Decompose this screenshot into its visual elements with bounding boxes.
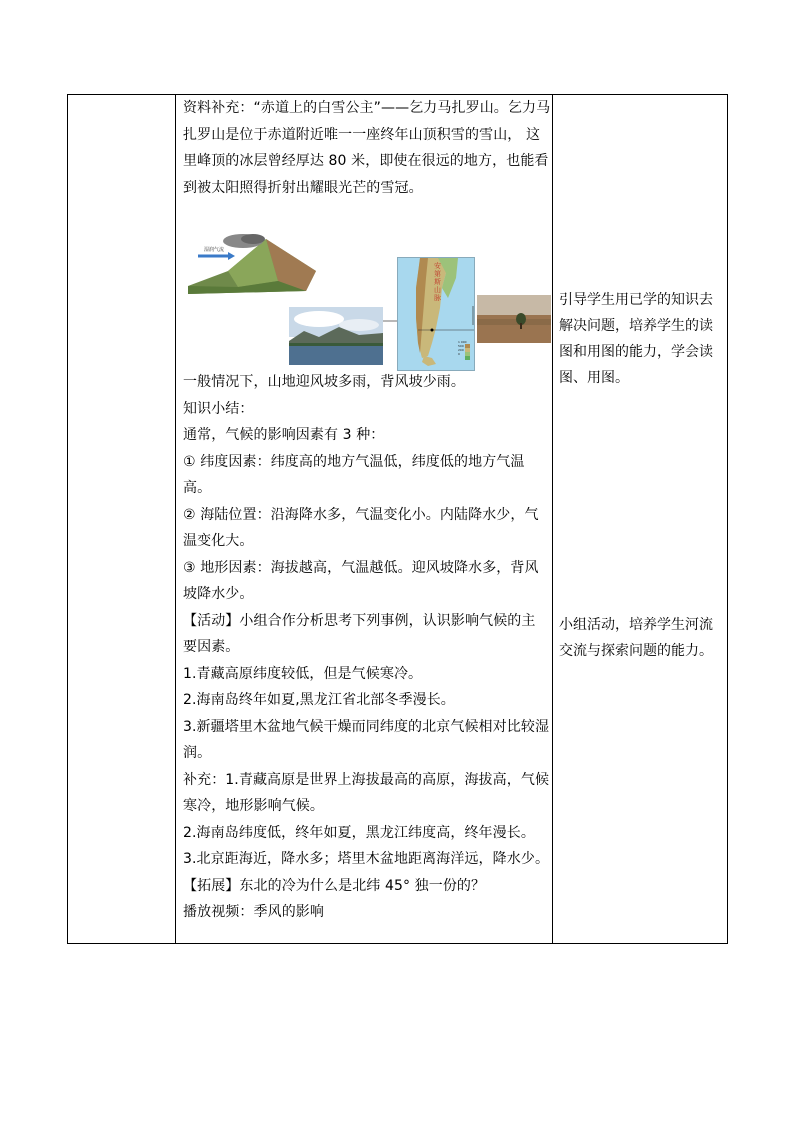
- text-line: 扎罗山是位于赤道附近唯一一座终年山顶积雪的雪山， 这: [183, 126, 541, 143]
- text-line: 【活动】小组合作分析思考下列事例，认识影响气候的主: [183, 612, 536, 629]
- text-line: 要因素。: [183, 639, 240, 655]
- andes-label: 安第斯山脉: [434, 262, 441, 302]
- text-line: 里峰顶的冰层曾经厚达 80 米，即使在很远的地方，也能看: [183, 153, 549, 169]
- dry-plain-photo: [477, 295, 551, 343]
- note-line: 解决问题，培养学生的读: [559, 318, 713, 334]
- note-line: 交流与探索问题的能力。: [559, 643, 713, 659]
- column-divider-right: [552, 95, 553, 943]
- column-divider-left: [175, 95, 176, 943]
- text-line: 补充：1.青藏高原是世界上海拔最高的高原，海拔高，气候: [183, 771, 550, 788]
- text-line: 3.北京距海近，降水多；塔里木盆地距离海洋远，降水少。: [183, 851, 550, 867]
- mountain-diagram: [188, 231, 316, 296]
- legend-value: 0: [458, 352, 460, 356]
- text-line: 温变化大。: [183, 533, 254, 549]
- airflow-label: 湿润气流: [204, 247, 225, 253]
- summary-section: [183, 369, 550, 926]
- text-line: 寒冷，地形影响气候。: [183, 798, 324, 814]
- text-line: 通常，气候的影响因素有 3 种：: [183, 427, 385, 443]
- text-line: 2.海南岛纬度低，终年如夏，黑龙江纬度高，终年漫长。: [183, 824, 535, 841]
- text-line: 3.新疆塔里木盆地气候干燥而同纬度的北京气候相对比较湿: [183, 718, 550, 735]
- note-line: 小组活动，培养学生河流: [559, 617, 713, 633]
- text-line: 知识小结：: [183, 400, 254, 417]
- lesson-table: [67, 94, 728, 944]
- text-line: 一般情况下，山地迎风坡多雨，背风坡少雨。: [183, 374, 465, 390]
- content-column: [183, 95, 550, 926]
- legend-value: 200: [458, 348, 464, 352]
- map-legend: [458, 340, 467, 356]
- text-line: 1.青藏高原纬度较低，但是气候寒冷。: [183, 665, 423, 682]
- lake-photo: [289, 307, 383, 365]
- connector-lines: [383, 301, 483, 341]
- note-line: 图、用图。: [559, 370, 629, 386]
- text-line: 2.海南岛终年如夏,黑龙江省北部冬季漫长。: [183, 692, 455, 708]
- text-line: 播放视频：季风的影响: [183, 904, 324, 920]
- note-line: 图和用图的能力，学会读: [559, 344, 713, 360]
- note-line: 引导学生用已学的知识去: [559, 292, 713, 308]
- text-line: 润。: [183, 745, 212, 761]
- legend-value: 1 000: [458, 340, 467, 344]
- figure-group: [183, 201, 550, 369]
- text-line: ② 海陆位置：沿海降水多，气温变化小。内陆降水少，气: [183, 506, 539, 523]
- text-line: 【拓展】东北的冷为什么是北纬 45° 独一份的？: [183, 877, 486, 894]
- legend-value: 500: [458, 344, 464, 348]
- text-line: 资料补充：“赤道上的白雪公主”——乞力马扎罗山。乞力马: [183, 100, 551, 116]
- design-note-group: [559, 612, 725, 664]
- text-line: ③ 地形因素：海拔越高，气温越低。迎风坡降水多，背风: [183, 559, 539, 576]
- design-note-reading: [559, 287, 725, 391]
- text-line: 到被太阳照得折射出耀眼光芒的雪冠。: [183, 179, 423, 196]
- text-line: 高。: [183, 480, 212, 496]
- supplement-paragraph: [183, 95, 550, 201]
- text-line: ① 纬度因素：纬度高的地方气温低，纬度低的地方气温: [183, 453, 525, 470]
- text-line: 坡降水少。: [183, 586, 254, 602]
